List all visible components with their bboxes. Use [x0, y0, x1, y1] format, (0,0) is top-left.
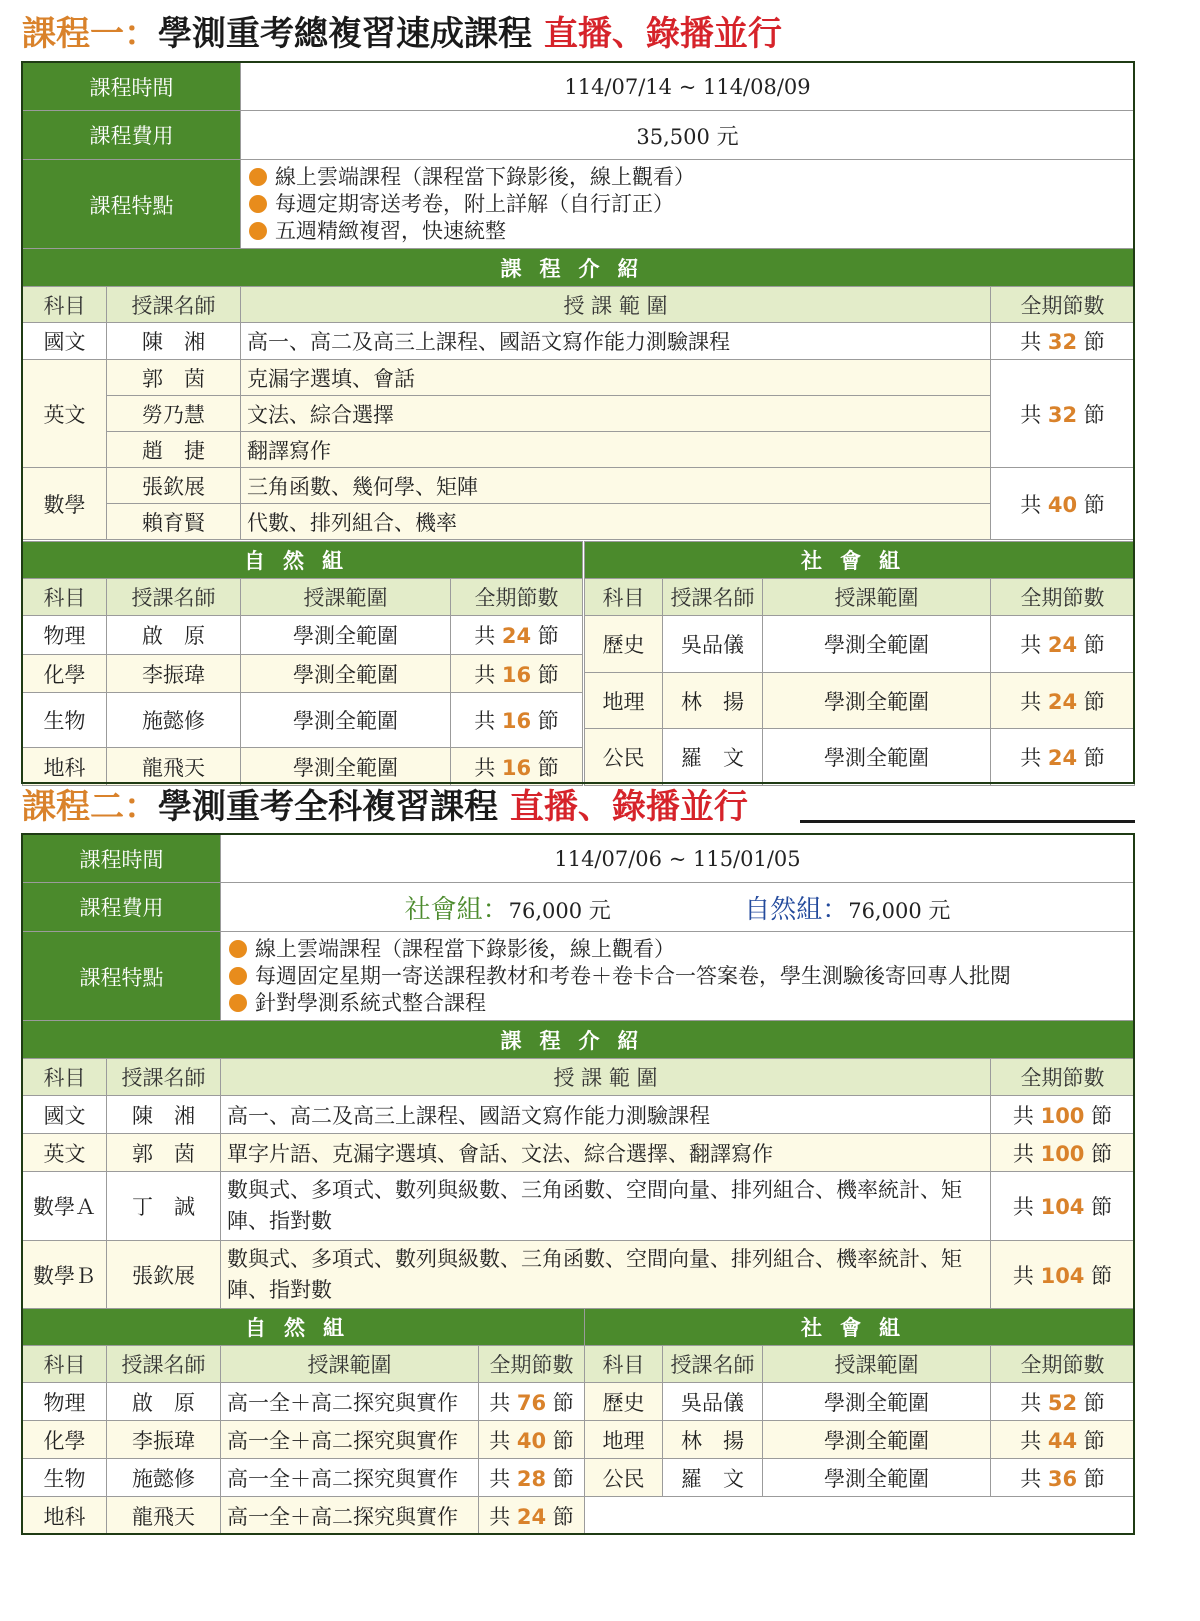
subject-cell: 英文	[23, 1134, 107, 1172]
range-cell: 數與式、多項式、數列與級數、三角函數、空間向量、排列組合、機率統計、矩陣、指對數	[221, 1241, 991, 1309]
col-header-teacher: 授課名師	[663, 579, 763, 616]
course2-fee-natural: 76,000	[848, 898, 922, 923]
course2-intro-table	[22, 1020, 1135, 1309]
range-cell: 學測全範圍	[241, 748, 451, 786]
col-header-count: 全期節數	[451, 579, 583, 616]
table-row	[23, 323, 1135, 360]
subject-cell: 英文	[23, 360, 107, 468]
count-cell: 共 104 節	[991, 1241, 1135, 1309]
course1-fee-unit: 元	[716, 124, 739, 150]
teacher-cell: 林 揚	[663, 673, 763, 729]
count-cell: 共 24 節	[991, 616, 1135, 673]
table-row	[23, 1241, 1135, 1309]
count-cell: 共 16 節	[451, 655, 583, 693]
col-header-range: 授課範圍	[241, 579, 451, 616]
count-cell: 共 100 節	[991, 1134, 1135, 1172]
subject-cell: 地科	[23, 1497, 107, 1535]
table-row	[23, 1497, 585, 1535]
course2-social-table	[584, 1308, 1135, 1497]
course2-fee-label: 課程費用	[23, 883, 221, 932]
course1-social-table	[584, 541, 1135, 786]
teacher-cell: 羅 文	[663, 729, 763, 786]
range-cell: 學測全範圍	[763, 729, 991, 786]
subject-cell: 生物	[23, 693, 107, 748]
table-row	[23, 504, 1135, 540]
teacher-cell: 郭 茵	[107, 360, 241, 396]
teacher-cell: 李振瑋	[107, 655, 241, 693]
col-header-teacher: 授課名師	[107, 1346, 221, 1383]
table-row	[585, 616, 1135, 673]
count-cell: 共 40 節	[479, 1421, 585, 1459]
range-cell: 學測全範圍	[241, 693, 451, 748]
col-header-subject: 科目	[23, 1059, 107, 1096]
count-cell: 共 104 節	[991, 1172, 1135, 1241]
col-header-subject: 科目	[23, 287, 107, 323]
teacher-cell: 賴育賢	[107, 504, 241, 540]
course1-fee-label: 課程費用	[23, 111, 241, 160]
teacher-cell: 陳 湘	[107, 1096, 221, 1134]
teacher-cell: 施懿修	[107, 1459, 221, 1497]
course2-fee-unit: 元	[928, 898, 951, 924]
course2-features	[221, 932, 1135, 1022]
subject-cell: 地理	[585, 1421, 663, 1459]
col-header-count: 全期節數	[991, 287, 1135, 323]
subject-cell: 物理	[23, 616, 107, 655]
course1-time-value: 114/07/14 ~ 114/08/09	[241, 63, 1135, 111]
subject-cell: 地科	[23, 748, 107, 786]
course1-natural-table	[22, 541, 583, 786]
course2-feature-item: 線上雲端課程（課程當下錄影後，線上觀看）	[229, 936, 1126, 963]
count-cell: 共 44 節	[991, 1421, 1135, 1459]
course2-fee-unit: 元	[588, 898, 611, 924]
course1-fee-cell	[241, 111, 1135, 160]
range-cell: 高一、高二及高三上課程、國語文寫作能力測驗課程	[241, 323, 991, 360]
course2-fee-natural-label: 自然組：	[744, 894, 849, 925]
range-cell: 三角函數、幾何學、矩陣	[241, 468, 991, 504]
table-row	[23, 616, 583, 655]
count-cell: 共 76 節	[479, 1383, 585, 1421]
range-cell: 文法、綜合選擇	[241, 396, 991, 432]
subject-cell: 數學	[23, 468, 107, 540]
course2-title-main: 學測重考全科複習課程	[158, 787, 498, 827]
teacher-cell: 啟 原	[107, 1383, 221, 1421]
col-header-count: 全期節數	[991, 579, 1135, 616]
teacher-cell: 李振瑋	[107, 1421, 221, 1459]
col-header-count: 全期節數	[479, 1346, 585, 1383]
col-header-teacher: 授課名師	[107, 579, 241, 616]
subject-cell: 公民	[585, 729, 663, 786]
course1-title-tag: 直播、錄播並行	[543, 14, 782, 54]
range-cell: 學測全範圍	[241, 616, 451, 655]
course2-time-value: 114/07/06 ~ 115/01/05	[221, 835, 1135, 883]
range-cell: 高一全＋高二探究與實作	[221, 1459, 479, 1497]
count-cell: 共 52 節	[991, 1383, 1135, 1421]
course2-feature-item: 針對學測系統式整合課程	[229, 990, 1126, 1017]
table-row	[23, 1134, 1135, 1172]
course1-title-main: 學測重考總複習速成課程	[158, 14, 532, 54]
course2-fee-cell	[221, 883, 1135, 932]
bullet-dot-icon	[249, 222, 267, 240]
subject-cell: 化學	[23, 1421, 107, 1459]
course1-feature-item: 五週精緻複習，快速統整	[249, 218, 1126, 245]
count-cell: 共 16 節	[451, 693, 583, 748]
table-row	[23, 1421, 585, 1459]
teacher-cell: 張欽展	[107, 1241, 221, 1309]
teacher-cell: 施懿修	[107, 693, 241, 748]
table-row	[23, 360, 1135, 396]
subject-cell: 生物	[23, 1459, 107, 1497]
course1-features-label: 課程特點	[23, 160, 241, 250]
teacher-cell: 林 揚	[663, 1421, 763, 1459]
count-cell: 共 100 節	[991, 1096, 1135, 1134]
course1-social-title: 社會組	[585, 542, 1135, 579]
course2-fee-social-label: 社會組：	[404, 894, 509, 925]
bullet-dot-icon	[249, 195, 267, 213]
teacher-cell: 張欽展	[107, 468, 241, 504]
col-header-range: 授 課 範 圍	[241, 287, 991, 323]
range-cell: 克漏字選填、會話	[241, 360, 991, 396]
teacher-cell: 啟 原	[107, 616, 241, 655]
table-row	[585, 729, 1135, 786]
col-header-subject: 科目	[585, 1346, 663, 1383]
course1-info-table	[22, 62, 1135, 250]
count-cell: 共 32 節	[991, 360, 1135, 468]
subject-cell: 公民	[585, 1459, 663, 1497]
table-row	[23, 1459, 585, 1497]
col-header-count: 全期節數	[991, 1059, 1135, 1096]
course1-feature-item: 每週定期寄送考卷，附上詳解（自行訂正）	[249, 191, 1126, 218]
subject-cell: 化學	[23, 655, 107, 693]
teacher-cell: 龍飛天	[107, 1497, 221, 1535]
range-cell: 學測全範圍	[241, 655, 451, 693]
subject-cell: 歷史	[585, 1383, 663, 1421]
range-cell: 數與式、多項式、數列與級數、三角函數、空間向量、排列組合、機率統計、矩陣、指對數	[221, 1172, 991, 1241]
range-cell: 學測全範圍	[763, 1421, 991, 1459]
table-row	[23, 396, 1135, 432]
course2-title-underline	[800, 820, 1135, 823]
course1-title-prefix: 課程一：	[22, 14, 158, 54]
table-row	[23, 1172, 1135, 1241]
bullet-dot-icon	[229, 994, 247, 1012]
course1-natural-title: 自然組	[23, 542, 583, 579]
course2-features-label: 課程特點	[23, 932, 221, 1022]
col-header-subject: 科目	[23, 1346, 107, 1383]
range-cell: 高一全＋高二探究與實作	[221, 1383, 479, 1421]
course2-feature-item: 每週固定星期一寄送課程教材和考卷＋卷卡合一答案卷，學生測驗後寄回專人批閱	[229, 963, 1126, 990]
subject-cell: 數學Ａ	[23, 1172, 107, 1241]
course2-title-prefix: 課程二：	[22, 787, 158, 827]
course1-features	[241, 160, 1135, 250]
count-cell: 共 24 節	[479, 1497, 585, 1535]
count-cell: 共 40 節	[991, 468, 1135, 540]
range-cell: 高一全＋高二探究與實作	[221, 1497, 479, 1535]
teacher-cell: 丁 誠	[107, 1172, 221, 1241]
course2-title-tag: 直播、錄播並行	[509, 787, 748, 827]
col-header-range: 授課範圍	[221, 1346, 479, 1383]
col-header-teacher: 授課名師	[663, 1346, 763, 1383]
course2-info-table	[22, 834, 1135, 1022]
table-row	[23, 432, 1135, 468]
col-header-count: 全期節數	[991, 1346, 1135, 1383]
course2-intro-title: 課程介紹	[23, 1021, 1135, 1059]
teacher-cell: 郭 茵	[107, 1134, 221, 1172]
table-row	[23, 1096, 1135, 1134]
subject-cell: 物理	[23, 1383, 107, 1421]
col-header-range: 授 課 範 圍	[221, 1059, 991, 1096]
range-cell: 高一、高二及高三上課程、國語文寫作能力測驗課程	[221, 1096, 991, 1134]
teacher-cell: 陳 湘	[107, 323, 241, 360]
course2-time-label: 課程時間	[23, 835, 221, 883]
range-cell: 學測全範圍	[763, 673, 991, 729]
count-cell: 共 36 節	[991, 1459, 1135, 1497]
count-cell: 共 28 節	[479, 1459, 585, 1497]
course2-natural-table	[22, 1308, 585, 1535]
count-cell: 共 16 節	[451, 748, 583, 786]
count-cell: 共 24 節	[991, 673, 1135, 729]
table-row	[585, 1383, 1135, 1421]
course2-natural-title: 自然組	[23, 1309, 585, 1346]
table-row	[23, 655, 583, 693]
col-header-range: 授課範圍	[763, 579, 991, 616]
range-cell: 單字片語、克漏字選填、會話、文法、綜合選擇、翻譯寫作	[221, 1134, 991, 1172]
col-header-range: 授課範圍	[763, 1346, 991, 1383]
teacher-cell: 趙 捷	[107, 432, 241, 468]
teacher-cell: 龍飛天	[107, 748, 241, 786]
range-cell: 學測全範圍	[763, 1459, 991, 1497]
table-row	[585, 673, 1135, 729]
count-cell: 共 32 節	[991, 323, 1135, 360]
table-row	[23, 468, 1135, 504]
teacher-cell: 羅 文	[663, 1459, 763, 1497]
teacher-cell: 吳品儀	[663, 616, 763, 673]
range-cell: 高一全＋高二探究與實作	[221, 1421, 479, 1459]
subject-cell: 國文	[23, 323, 107, 360]
course1-feature-item: 線上雲端課程（課程當下錄影後，線上觀看）	[249, 164, 1126, 191]
table-row	[585, 1421, 1135, 1459]
range-cell: 學測全範圍	[763, 1383, 991, 1421]
table-row	[585, 1459, 1135, 1497]
subject-cell: 歷史	[585, 616, 663, 673]
count-cell: 共 24 節	[991, 729, 1135, 786]
col-header-teacher: 授課名師	[107, 287, 241, 323]
bullet-dot-icon	[229, 940, 247, 958]
course2-title	[22, 787, 748, 827]
course1-intro-table	[22, 248, 1135, 540]
bullet-dot-icon	[249, 168, 267, 186]
subject-cell: 數學Ｂ	[23, 1241, 107, 1309]
count-cell: 共 24 節	[451, 616, 583, 655]
course2-fee-social: 76,000	[508, 898, 583, 923]
table-row	[23, 1383, 585, 1421]
range-cell: 翻譯寫作	[241, 432, 991, 468]
course1-intro-title: 課程介紹	[23, 249, 1135, 287]
subject-cell: 國文	[23, 1096, 107, 1134]
col-header-teacher: 授課名師	[107, 1059, 221, 1096]
col-header-subject: 科目	[23, 579, 107, 616]
teacher-cell: 勞乃慧	[107, 396, 241, 432]
range-cell: 代數、排列組合、機率	[241, 504, 991, 540]
col-header-subject: 科目	[585, 579, 663, 616]
table-row	[23, 693, 583, 748]
range-cell: 學測全範圍	[763, 616, 991, 673]
table-row	[23, 748, 583, 786]
course2-social-title: 社會組	[585, 1309, 1135, 1346]
course1-fee-value: 35,500	[636, 124, 710, 149]
course1-title	[22, 14, 782, 54]
subject-cell: 地理	[585, 673, 663, 729]
teacher-cell: 吳品儀	[663, 1383, 763, 1421]
course1-time-label: 課程時間	[23, 63, 241, 111]
bullet-dot-icon	[229, 967, 247, 985]
